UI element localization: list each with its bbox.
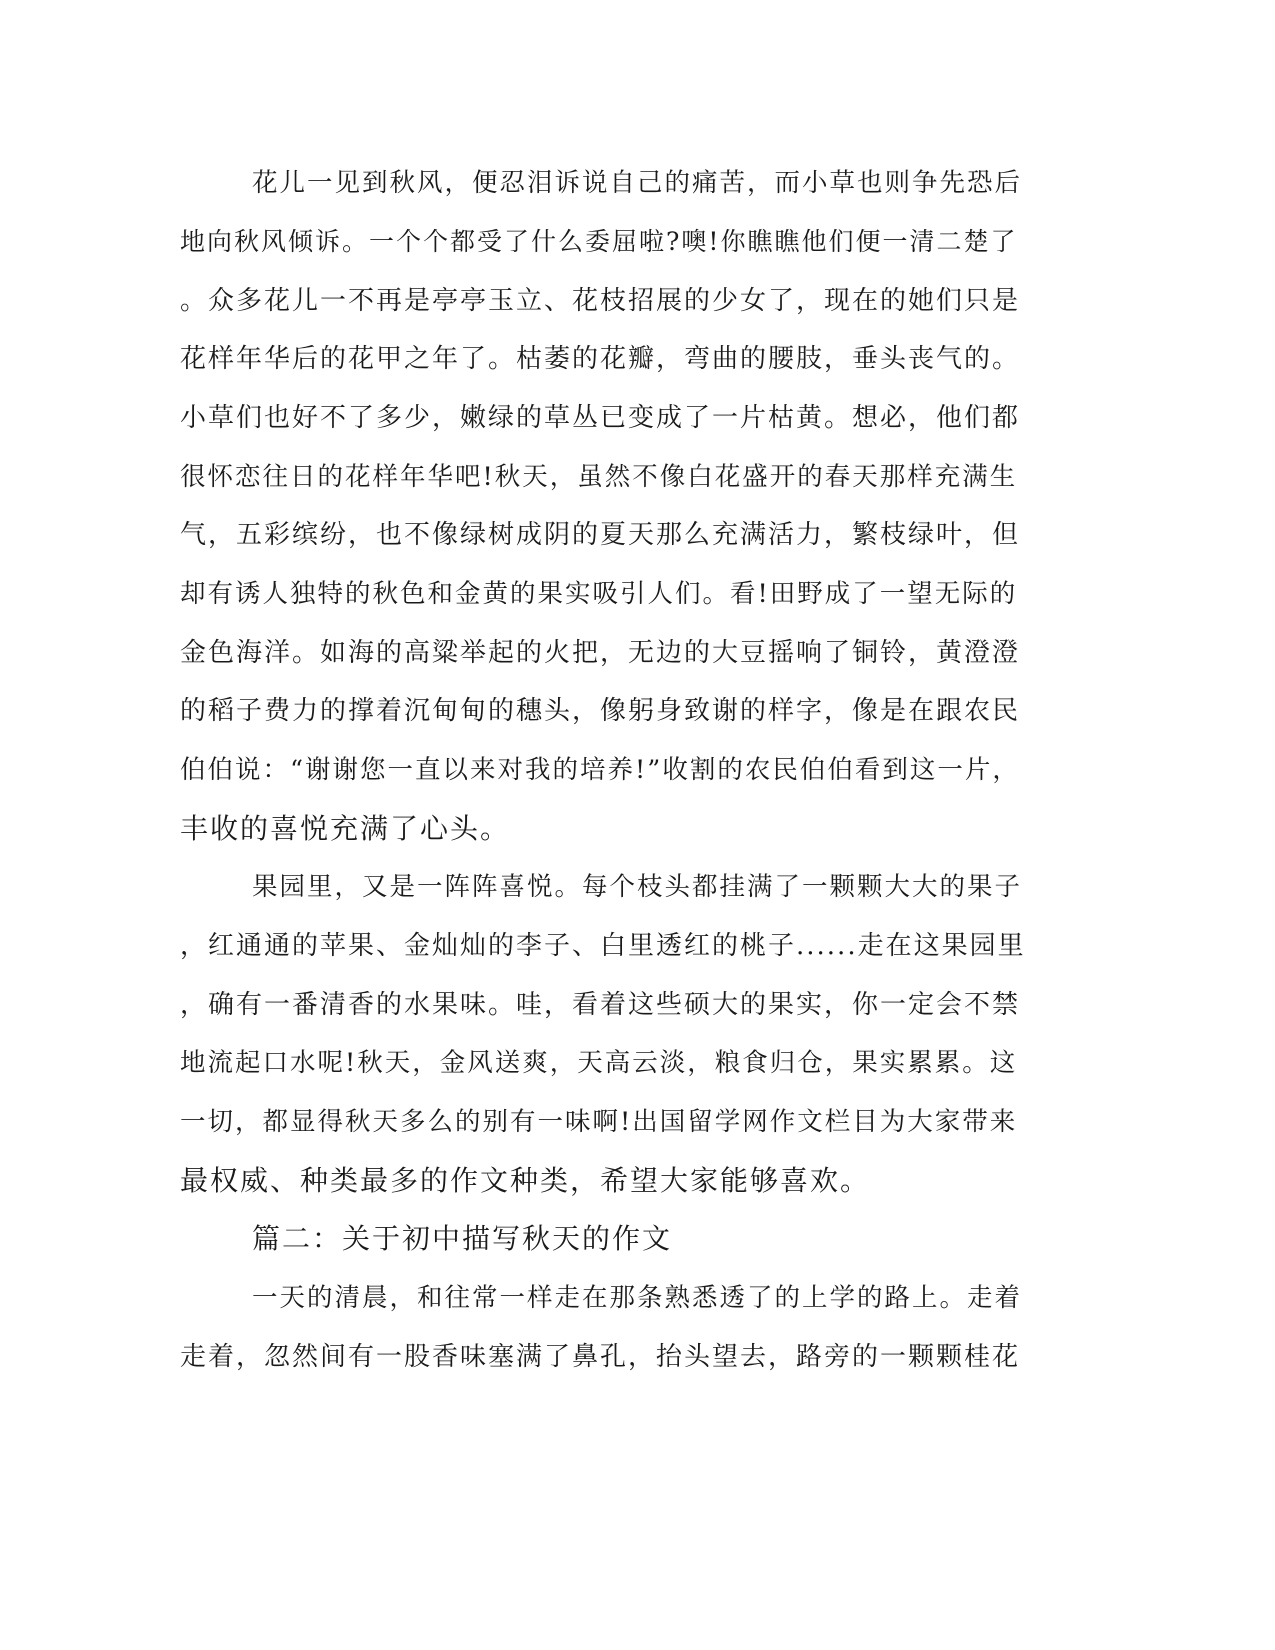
text-line: 却有诱人独特的秋色和金黄的果实吸引人们。看!田野成了一望无际的 bbox=[180, 579, 1018, 609]
text-line: 丰收的喜悦充满了心头。 bbox=[180, 812, 511, 845]
text-line: 地向秋风倾诉。一个个都受了什么委屈啦?噢!你瞧瞧他们便一清二楚了 bbox=[180, 227, 1018, 256]
text-line: 一切，都显得秋天多么的别有一味啊!出国留学网作文栏目为大家带来 bbox=[180, 1107, 1018, 1137]
text-line: 小草们也好不了多少，嫩绿的草丛已变成了一片枯黄。想必，他们都 bbox=[180, 403, 1021, 433]
text-line: 地流起口水呢!秋天，金风送爽，天高云淡，粮食归仓，果实累累。这 bbox=[180, 1048, 1018, 1078]
text-line: ，确有一番清香的水果味。哇，看着这些硕大的果实，你一定会不禁 bbox=[180, 990, 1021, 1020]
text-line: 走着，忽然间有一股香味塞满了鼻孔，抬头望去，路旁的一颗颗桂花 bbox=[180, 1342, 1021, 1372]
text-line: 很怀恋往日的花样年华吧!秋天，虽然不像白花盛开的春天那样充满生 bbox=[180, 462, 1018, 492]
text-line: ，红通通的苹果、金灿灿的李子、白里透红的桃子......走在这果园里 bbox=[180, 931, 1026, 961]
text-line: 的稻子费力的撑着沉甸甸的穗头，像躬身致谢的样字，像是在跟农民 bbox=[180, 696, 1021, 726]
text-line: 花样年华后的花甲之年了。枯萎的花瓣，弯曲的腰肢，垂头丧气的。 bbox=[180, 344, 1021, 374]
text-line: 气，五彩缤纷，也不像绿树成阴的夏天那么充满活力，繁枝绿叶，但 bbox=[180, 520, 1021, 550]
text-line: 金色海洋。如海的高粱举起的火把，无边的大豆摇响了铜铃，黄澄澄 bbox=[180, 638, 1021, 668]
text-line: 花儿一见到秋风，便忍泪诉说自己的痛苦，而小草也则争先恐后 bbox=[252, 168, 1023, 198]
section-heading: 篇二：关于初中描写秋天的作文 bbox=[252, 1222, 673, 1255]
text-line: 一天的清晨，和往常一样走在那条熟悉透了的上学的路上。走着 bbox=[252, 1283, 1023, 1313]
text-line: 伯伯说：“谢谢您一直以来对我的培养!”收割的农民伯伯看到这一片， bbox=[180, 755, 1020, 785]
text-line: 最权威、种类最多的作文种类，希望大家能够喜欢。 bbox=[180, 1164, 871, 1197]
text-line: 。众多花儿一不再是亭亭玉立、花枝招展的少女了，现在的她们只是 bbox=[180, 286, 1021, 316]
text-line: 果园里，又是一阵阵喜悦。每个枝头都挂满了一颗颗大大的果子 bbox=[252, 872, 1023, 902]
